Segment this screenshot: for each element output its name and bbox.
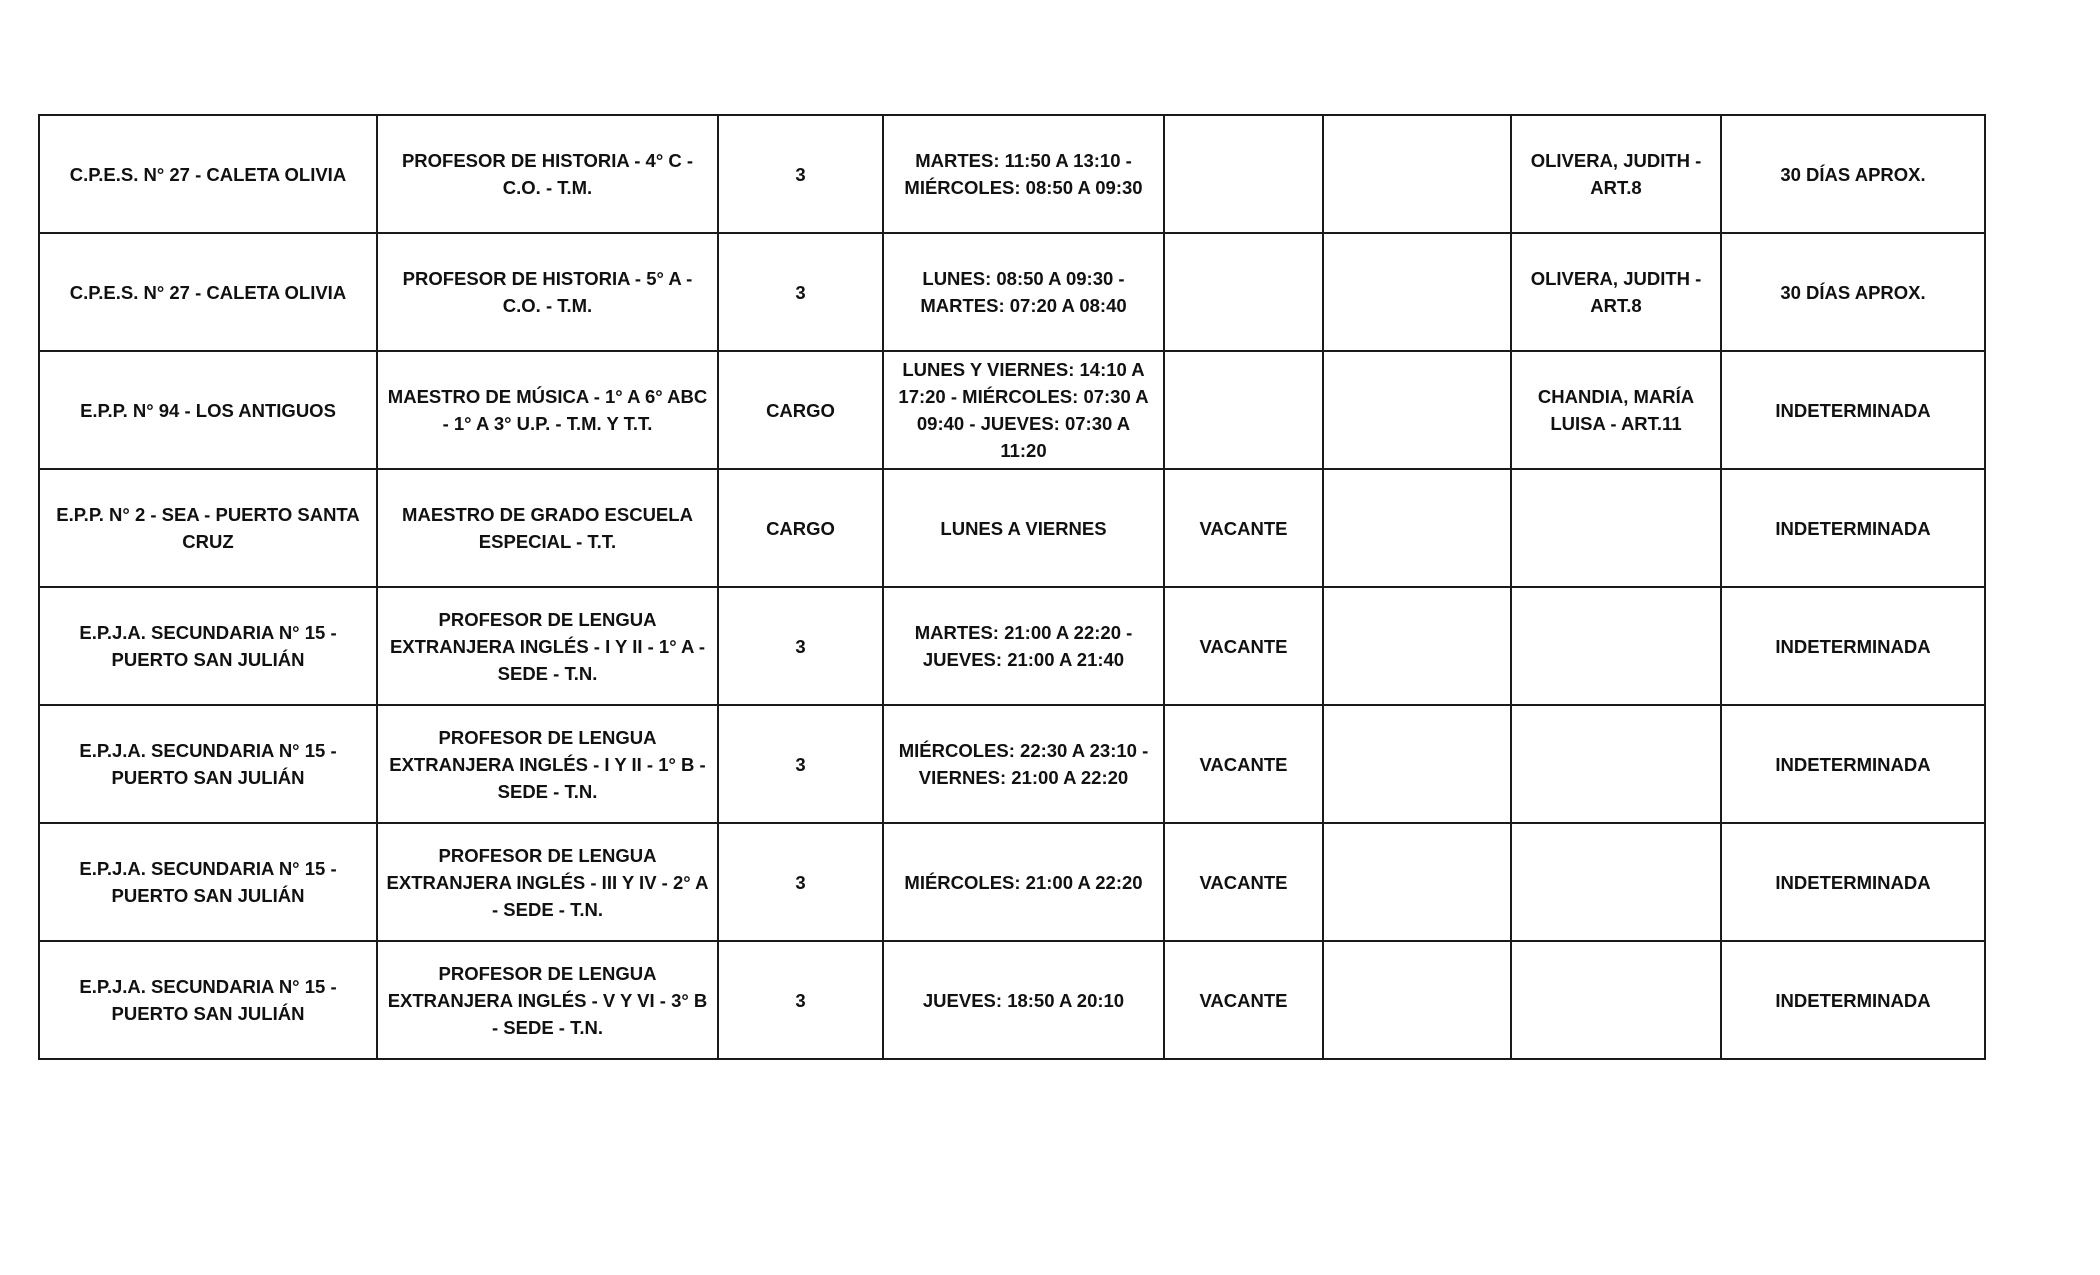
table-row xyxy=(39,233,1985,351)
table-row xyxy=(39,823,1985,941)
schedule-cell: JUEVES: 18:50 A 20:10 xyxy=(883,941,1164,1059)
status-cell xyxy=(1164,115,1323,233)
position-cell: PROFESOR DE LENGUA EXTRANJERA INGLÉS - III Y IV - 2° A - SEDE - T.N. xyxy=(377,823,718,941)
table-row xyxy=(39,469,1985,587)
position-cell: MAESTRO DE MÚSICA - 1° A 6° ABC - 1° A 3° U.P. - T.M. Y T.T. xyxy=(377,351,718,469)
notes-cell xyxy=(1323,587,1511,705)
hours-cell: 3 xyxy=(718,705,883,823)
vacancies-table xyxy=(38,114,1986,1060)
status-cell xyxy=(1164,351,1323,469)
holder-cell: OLIVERA, JUDITH - ART.8 xyxy=(1511,115,1721,233)
schedule-cell: LUNES A VIERNES xyxy=(883,469,1164,587)
school-cell: C.P.E.S. N° 27 - CALETA OLIVIA xyxy=(39,233,377,351)
duration-cell: INDETERMINADA xyxy=(1721,823,1985,941)
duration-cell: INDETERMINADA xyxy=(1721,587,1985,705)
duration-cell: 30 DÍAS APROX. xyxy=(1721,115,1985,233)
duration-cell: INDETERMINADA xyxy=(1721,469,1985,587)
hours-cell: 3 xyxy=(718,115,883,233)
notes-cell xyxy=(1323,351,1511,469)
holder-cell xyxy=(1511,705,1721,823)
notes-cell xyxy=(1323,941,1511,1059)
position-cell: PROFESOR DE LENGUA EXTRANJERA INGLÉS - I Y II - 1° A - SEDE - T.N. xyxy=(377,587,718,705)
schedule-cell: LUNES: 08:50 A 09:30 - MARTES: 07:20 A 08:40 xyxy=(883,233,1164,351)
notes-cell xyxy=(1323,823,1511,941)
status-cell: VACANTE xyxy=(1164,587,1323,705)
school-cell: E.P.J.A. SECUNDARIA N° 15 - PUERTO SAN JULIÁN xyxy=(39,941,377,1059)
holder-cell: CHANDIA, MARÍA LUISA - ART.11 xyxy=(1511,351,1721,469)
notes-cell xyxy=(1323,233,1511,351)
holder-cell xyxy=(1511,823,1721,941)
status-cell: VACANTE xyxy=(1164,941,1323,1059)
school-cell: E.P.P. N° 94 - LOS ANTIGUOS xyxy=(39,351,377,469)
school-cell: C.P.E.S. N° 27 - CALETA OLIVIA xyxy=(39,115,377,233)
status-cell: VACANTE xyxy=(1164,823,1323,941)
table-row xyxy=(39,941,1985,1059)
duration-cell: INDETERMINADA xyxy=(1721,351,1985,469)
notes-cell xyxy=(1323,469,1511,587)
table-row xyxy=(39,705,1985,823)
table-row xyxy=(39,115,1985,233)
school-cell: E.P.J.A. SECUNDARIA N° 15 - PUERTO SAN JULIÁN xyxy=(39,587,377,705)
school-cell: E.P.J.A. SECUNDARIA N° 15 - PUERTO SAN JULIÁN xyxy=(39,823,377,941)
position-cell: PROFESOR DE LENGUA EXTRANJERA INGLÉS - I Y II - 1° B - SEDE - T.N. xyxy=(377,705,718,823)
schedule-cell: MARTES: 21:00 A 22:20 - JUEVES: 21:00 A 21:40 xyxy=(883,587,1164,705)
duration-cell: INDETERMINADA xyxy=(1721,941,1985,1059)
hours-cell: 3 xyxy=(718,941,883,1059)
hours-cell: 3 xyxy=(718,233,883,351)
schedule-cell: MIÉRCOLES: 22:30 A 23:10 - VIERNES: 21:00 A 22:20 xyxy=(883,705,1164,823)
holder-cell xyxy=(1511,587,1721,705)
duration-cell: INDETERMINADA xyxy=(1721,705,1985,823)
school-cell: E.P.P. N° 2 - SEA - PUERTO SANTA CRUZ xyxy=(39,469,377,587)
notes-cell xyxy=(1323,115,1511,233)
notes-cell xyxy=(1323,705,1511,823)
holder-cell xyxy=(1511,469,1721,587)
school-cell: E.P.J.A. SECUNDARIA N° 15 - PUERTO SAN JULIÁN xyxy=(39,705,377,823)
schedule-cell: MARTES: 11:50 A 13:10 - MIÉRCOLES: 08:50 A 09:30 xyxy=(883,115,1164,233)
status-cell: VACANTE xyxy=(1164,705,1323,823)
hours-cell: CARGO xyxy=(718,469,883,587)
position-cell: PROFESOR DE HISTORIA - 4° C - C.O. - T.M. xyxy=(377,115,718,233)
holder-cell: OLIVERA, JUDITH - ART.8 xyxy=(1511,233,1721,351)
schedule-cell: MIÉRCOLES: 21:00 A 22:20 xyxy=(883,823,1164,941)
position-cell: PROFESOR DE LENGUA EXTRANJERA INGLÉS - V Y VI - 3° B - SEDE - T.N. xyxy=(377,941,718,1059)
holder-cell xyxy=(1511,941,1721,1059)
status-cell xyxy=(1164,233,1323,351)
table-row xyxy=(39,351,1985,469)
position-cell: PROFESOR DE HISTORIA - 5° A - C.O. - T.M. xyxy=(377,233,718,351)
table-row xyxy=(39,587,1985,705)
duration-cell: 30 DÍAS APROX. xyxy=(1721,233,1985,351)
hours-cell: CARGO xyxy=(718,351,883,469)
position-cell: MAESTRO DE GRADO ESCUELA ESPECIAL - T.T. xyxy=(377,469,718,587)
schedule-cell: LUNES Y VIERNES: 14:10 A 17:20 - MIÉRCOLES: 07:30 A 09:40 - JUEVES: 07:30 A 11:20 xyxy=(883,351,1164,469)
status-cell: VACANTE xyxy=(1164,469,1323,587)
hours-cell: 3 xyxy=(718,587,883,705)
hours-cell: 3 xyxy=(718,823,883,941)
